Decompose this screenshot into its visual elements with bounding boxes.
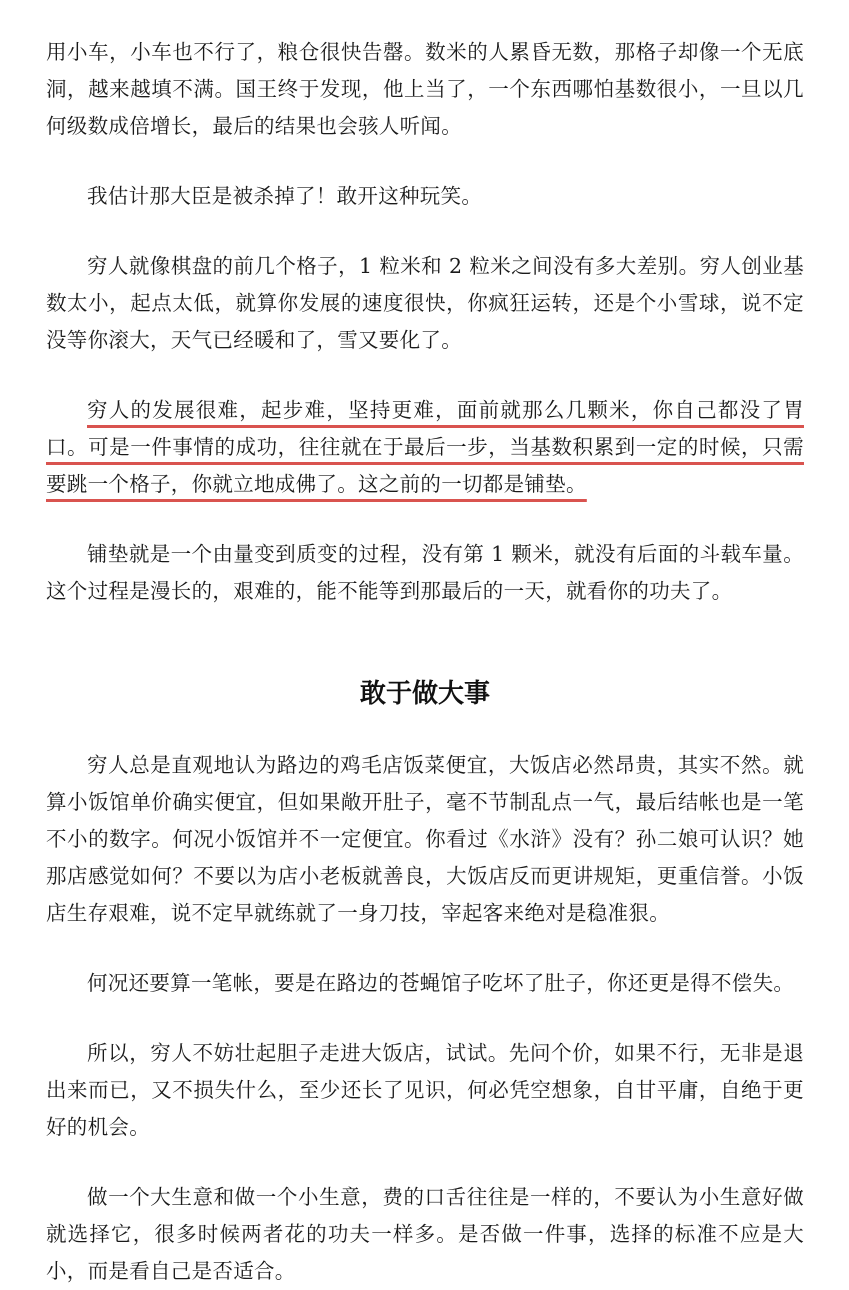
paragraph-minister-joke: 我估计那大臣是被杀掉了！敢开这种玩笑。 xyxy=(87,184,483,208)
document-page xyxy=(46,34,804,1290)
paragraph-business-size: 做一个大生意和做一个小生意，费的口舌往往是一样的，不要认为小生意好做就选择它，很多时候两者花的功夫一样多。是否做一件事，选择的标准不应是大小，而是看自己是否适合。 xyxy=(46,1185,804,1283)
paragraph-account: 何况还要算一笔帐，要是在路边的苍蝇馆子吃坏了肚子，你还更是得不偿失。 xyxy=(87,971,795,995)
highlighted-text: 穷人的发展很难，起步难，坚持更难，面前就那么几颗米，你自己都没了胃口。可是一件事情的成功，往往就在于最后一步，当基数积累到一定的时候，只需要跳一个格子，你就立地成佛了。这之前的一切都是铺垫。 xyxy=(46,398,804,496)
paragraph-foundation: 铺垫就是一个由量变到质变的过程，没有第 1 颗米，就没有后面的斗载车量。这个过程是漫长的，艰难的，能不能等到那最后的一天，就看你的功夫了。 xyxy=(46,542,804,603)
paragraph-courage: 所以，穷人不妨壮起胆子走进大饭店，试试。先问个价，如果不行，无非是退出来而已，又不损失什么，至少还长了见识，何必凭空想象，自甘平庸，自绝于更好的机会。 xyxy=(46,1041,804,1139)
paragraph-poor-chessboard: 穷人就像棋盘的前几个格子，1 粒米和 2 粒米之间没有多大差别。穷人创业基数太小，起点太低，就算你发展的速度很快，你疯狂运转，还是个小雪球，说不定没等你滚大，天气已经暖和了，雪又要化了。 xyxy=(46,254,804,352)
paragraph-grain-warehouse: 用小车，小车也不行了，粮仓很快告罄。数米的人累昏无数，那格子却像一个无底洞，越来越填不满。国王终于发现，他上当了，一个东西哪怕基数很小，一旦以几何级数成倍增长，最后的结果也会骇人听闻。 xyxy=(46,40,804,138)
paragraph-restaurant: 穷人总是直观地认为路边的鸡毛店饭菜便宜，大饭店必然昂贵，其实不然。就算小饭馆单价确实便宜，但如果敞开肚子，毫不节制乱点一气，最后结帐也是一笔不小的数字。何况小饭馆并不一定便宜。你看过《水浒》没有？孙二娘可认识？她那店感觉如何？不要以为店小老板就善良，大饭店反而更讲规矩，更重信誉。小饭店生存艰难，说不定早就练就了一身刀技，宰起客来绝对是稳准狠。 xyxy=(46,753,804,925)
section-heading: 敢于做大事 xyxy=(359,679,490,709)
paragraph-highlighted-quote xyxy=(46,392,804,503)
